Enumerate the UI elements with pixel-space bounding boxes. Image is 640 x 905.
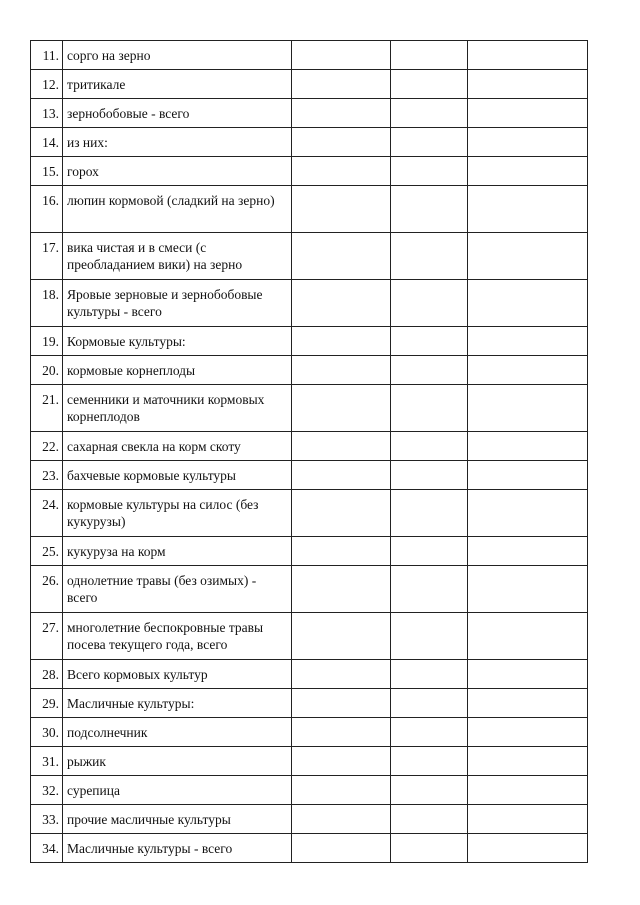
table-row — [31, 566, 588, 613]
row-number: 32. — [31, 776, 63, 805]
table-row — [31, 41, 588, 70]
crop-name-cell: люпин кормовой (сладкий на зерно) — [63, 186, 292, 233]
document-page — [30, 40, 587, 863]
crop-name-cell: прочие масличные культуры — [63, 805, 292, 834]
table-row — [31, 747, 588, 776]
crop-name-cell: рыжик — [63, 747, 292, 776]
value-cell-1[interactable] — [292, 537, 391, 566]
value-cell-3[interactable] — [468, 186, 588, 233]
value-cell-2[interactable] — [391, 385, 468, 432]
crop-name-cell: сорго на зерно — [63, 41, 292, 70]
row-number: 15. — [31, 157, 63, 186]
value-cell-3[interactable] — [468, 385, 588, 432]
table-row — [31, 233, 588, 280]
value-cell-3[interactable] — [468, 280, 588, 327]
row-number: 29. — [31, 689, 63, 718]
row-number: 26. — [31, 566, 63, 613]
table-row — [31, 70, 588, 99]
table-row — [31, 613, 588, 660]
table-row — [31, 805, 588, 834]
value-cell-3[interactable] — [468, 613, 588, 660]
row-number: 21. — [31, 385, 63, 432]
value-cell-3[interactable] — [468, 327, 588, 356]
value-cell-1[interactable] — [292, 356, 391, 385]
crop-table — [30, 40, 588, 863]
value-cell-1[interactable] — [292, 327, 391, 356]
value-cell-2[interactable] — [391, 660, 468, 689]
value-cell-1[interactable] — [292, 805, 391, 834]
value-cell-2[interactable] — [391, 157, 468, 186]
value-cell-1[interactable] — [292, 385, 391, 432]
value-cell-1[interactable] — [292, 689, 391, 718]
value-cell-2[interactable] — [391, 747, 468, 776]
row-number: 28. — [31, 660, 63, 689]
table-row — [31, 385, 588, 432]
value-cell-2[interactable] — [391, 718, 468, 747]
crop-name-cell: многолетние беспокровные травы посева текущего года, всего — [63, 613, 292, 660]
row-number: 11. — [31, 41, 63, 70]
table-row — [31, 99, 588, 128]
value-cell-2[interactable] — [391, 233, 468, 280]
value-cell-1[interactable] — [292, 99, 391, 128]
row-number: 23. — [31, 461, 63, 490]
value-cell-3[interactable] — [468, 747, 588, 776]
crop-name-cell: вика чистая и в смеси (с преобладанием вики) на зерно — [63, 233, 292, 280]
value-cell-2[interactable] — [391, 490, 468, 537]
value-cell-2[interactable] — [391, 70, 468, 99]
value-cell-1[interactable] — [292, 432, 391, 461]
crop-name-cell: горох — [63, 157, 292, 186]
value-cell-1[interactable] — [292, 613, 391, 660]
crop-name-cell: Кормовые культуры: — [63, 327, 292, 356]
crop-name-cell: подсолнечник — [63, 718, 292, 747]
table-row — [31, 660, 588, 689]
table-row — [31, 356, 588, 385]
value-cell-3[interactable] — [468, 461, 588, 490]
value-cell-1[interactable] — [292, 776, 391, 805]
crop-table-body — [31, 41, 588, 863]
row-number: 20. — [31, 356, 63, 385]
value-cell-3[interactable] — [468, 776, 588, 805]
value-cell-3[interactable] — [468, 233, 588, 280]
value-cell-2[interactable] — [391, 128, 468, 157]
crop-name-cell: Масличные культуры - всего — [63, 834, 292, 863]
crop-name-cell: кормовые корнеплоды — [63, 356, 292, 385]
table-row — [31, 280, 588, 327]
value-cell-1[interactable] — [292, 233, 391, 280]
value-cell-1[interactable] — [292, 128, 391, 157]
row-number: 16. — [31, 186, 63, 233]
crop-name-cell: кормовые культуры на силос (без кукурузы) — [63, 490, 292, 537]
value-cell-1[interactable] — [292, 747, 391, 776]
value-cell-3[interactable] — [468, 99, 588, 128]
crop-name-cell: зернобобовые - всего — [63, 99, 292, 128]
row-number: 33. — [31, 805, 63, 834]
value-cell-2[interactable] — [391, 280, 468, 327]
table-row — [31, 327, 588, 356]
row-number: 34. — [31, 834, 63, 863]
value-cell-2[interactable] — [391, 41, 468, 70]
table-row — [31, 157, 588, 186]
value-cell-1[interactable] — [292, 280, 391, 327]
table-row — [31, 490, 588, 537]
value-cell-3[interactable] — [468, 718, 588, 747]
table-row — [31, 718, 588, 747]
value-cell-3[interactable] — [468, 70, 588, 99]
row-number: 12. — [31, 70, 63, 99]
row-number: 27. — [31, 613, 63, 660]
table-row — [31, 186, 588, 233]
row-number: 22. — [31, 432, 63, 461]
row-number: 24. — [31, 490, 63, 537]
value-cell-1[interactable] — [292, 461, 391, 490]
row-number: 19. — [31, 327, 63, 356]
crop-name-cell: семенники и маточники кормовых корнеплодов — [63, 385, 292, 432]
table-row — [31, 432, 588, 461]
table-row — [31, 776, 588, 805]
value-cell-2[interactable] — [391, 805, 468, 834]
row-number: 31. — [31, 747, 63, 776]
crop-name-cell: из них: — [63, 128, 292, 157]
table-row — [31, 461, 588, 490]
value-cell-3[interactable] — [468, 660, 588, 689]
value-cell-3[interactable] — [468, 689, 588, 718]
value-cell-2[interactable] — [391, 327, 468, 356]
crop-name-cell: бахчевые кормовые культуры — [63, 461, 292, 490]
value-cell-3[interactable] — [468, 490, 588, 537]
row-number: 17. — [31, 233, 63, 280]
crop-name-cell: кукуруза на корм — [63, 537, 292, 566]
value-cell-1[interactable] — [292, 660, 391, 689]
crop-name-cell: тритикале — [63, 70, 292, 99]
value-cell-1[interactable] — [292, 157, 391, 186]
table-row — [31, 689, 588, 718]
value-cell-3[interactable] — [468, 356, 588, 385]
value-cell-2[interactable] — [391, 99, 468, 128]
crop-name-cell: Яровые зерновые и зернобобовые культуры - всего — [63, 280, 292, 327]
value-cell-1[interactable] — [292, 186, 391, 233]
value-cell-2[interactable] — [391, 689, 468, 718]
crop-name-cell: однолетние травы (без озимых) - всего — [63, 566, 292, 613]
value-cell-3[interactable] — [468, 41, 588, 70]
row-number: 18. — [31, 280, 63, 327]
value-cell-3[interactable] — [468, 157, 588, 186]
value-cell-2[interactable] — [391, 566, 468, 613]
crop-name-cell: сахарная свекла на корм скоту — [63, 432, 292, 461]
row-number: 13. — [31, 99, 63, 128]
crop-name-cell: сурепица — [63, 776, 292, 805]
value-cell-2[interactable] — [391, 186, 468, 233]
value-cell-2[interactable] — [391, 356, 468, 385]
value-cell-3[interactable] — [468, 566, 588, 613]
row-number: 30. — [31, 718, 63, 747]
value-cell-2[interactable] — [391, 461, 468, 490]
value-cell-2[interactable] — [391, 834, 468, 863]
row-number: 25. — [31, 537, 63, 566]
crop-name-cell: Масличные культуры: — [63, 689, 292, 718]
table-row — [31, 128, 588, 157]
value-cell-2[interactable] — [391, 613, 468, 660]
table-row — [31, 537, 588, 566]
value-cell-3[interactable] — [468, 128, 588, 157]
value-cell-1[interactable] — [292, 834, 391, 863]
crop-name-cell: Всего кормовых культур — [63, 660, 292, 689]
value-cell-2[interactable] — [391, 776, 468, 805]
value-cell-1[interactable] — [292, 718, 391, 747]
value-cell-1[interactable] — [292, 70, 391, 99]
value-cell-3[interactable] — [468, 834, 588, 863]
value-cell-3[interactable] — [468, 805, 588, 834]
value-cell-1[interactable] — [292, 41, 391, 70]
value-cell-1[interactable] — [292, 566, 391, 613]
row-number: 14. — [31, 128, 63, 157]
value-cell-3[interactable] — [468, 432, 588, 461]
value-cell-3[interactable] — [468, 537, 588, 566]
value-cell-2[interactable] — [391, 432, 468, 461]
value-cell-2[interactable] — [391, 537, 468, 566]
value-cell-1[interactable] — [292, 490, 391, 537]
table-row — [31, 834, 588, 863]
